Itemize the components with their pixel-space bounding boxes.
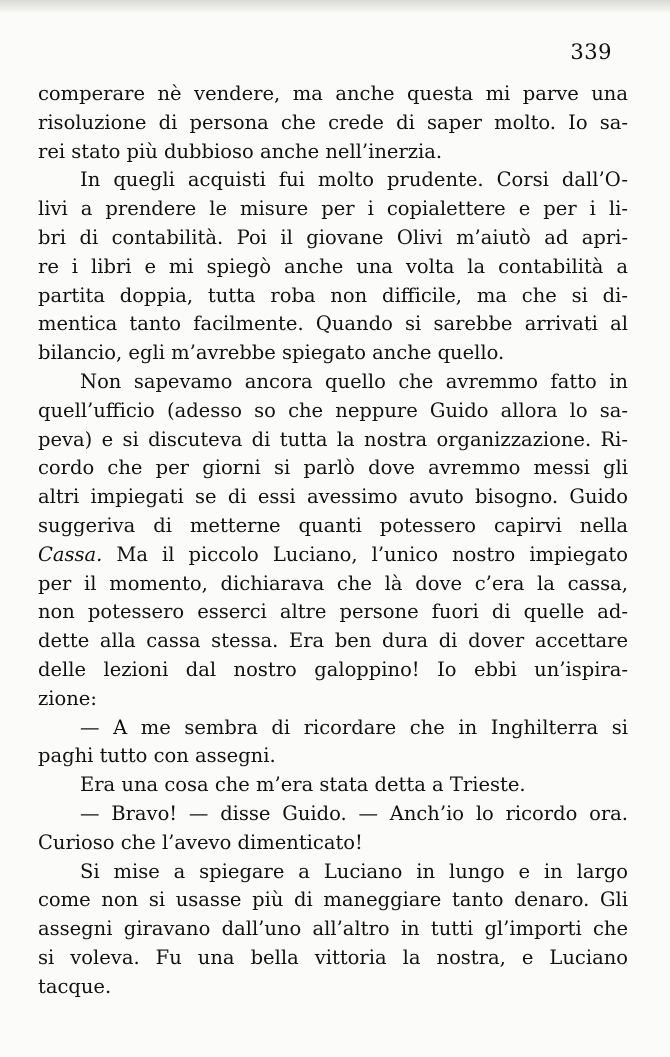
paragraph [38, 858, 628, 1002]
text-line: Cassa. Ma il piccolo Luciano, l’unico nostro impiegato [38, 542, 628, 566]
italic-word: Cassa. [38, 542, 103, 566]
text-line: assegni giravano dall’uno all’altro in tutti gl’importi che [38, 917, 628, 941]
text-line: Era una cosa che m’era stata detta a Trieste. [80, 773, 526, 797]
text-line: come non si usasse più di maneggiare tanto denaro. Gli [38, 888, 628, 912]
text-line: cordo che per giorni si parlò dove avremmo messi gli [38, 456, 628, 480]
paragraph [38, 166, 628, 368]
text-line: non potessero esserci altre persone fuori di quelle ad- [38, 600, 628, 624]
text-line: zione: [38, 686, 97, 710]
text-line: peva) e si discuteva di tutta la nostra organizzazione. Ri- [38, 427, 628, 451]
text-line: si voleva. Fu una bella vittoria la nostra, e Luciano [38, 945, 628, 969]
text-line: Non sapevamo ancora quello che avremmo fatto in [80, 369, 628, 393]
text-line: altri impiegati se di essi avessimo avuto bisogno. Guido [38, 485, 628, 509]
paragraph [38, 368, 628, 714]
text-line: risoluzione di persona che crede di saper molto. Io sa- [38, 110, 628, 134]
page-number: 339 [570, 40, 612, 64]
text-line: — A me sembra di ricordare che in Inghilterra si [80, 715, 628, 739]
text-line: comperare nè vendere, ma anche questa mi parve una [38, 82, 628, 105]
text-line: mentica tanto facilmente. Quando si sarebbe arrivati al [38, 312, 628, 336]
text-line: bri di contabilità. Poi il giovane Olivi m’aiutò ad apri- [38, 225, 628, 249]
text-line: In quegli acquisti fui molto prudente. Corsi dall’O- [80, 168, 628, 192]
text-line: bilancio, egli m’avrebbe spiegato anche quello. [38, 341, 505, 365]
body-text [38, 80, 628, 1002]
text-line: — Bravo! — disse Guido. — Anch’io lo ricordo ora. [80, 801, 628, 825]
text-line: suggeriva di metterne quanti potessero capirvi nella [38, 513, 628, 537]
paragraph [38, 80, 628, 166]
page-edge-shadow [0, 0, 670, 14]
paragraph [38, 714, 628, 772]
text-line: per il momento, dichiarava che là dove c’era la cassa, [38, 571, 628, 595]
text-line: rei stato più dubbioso anche nell’inerzia. [38, 139, 443, 163]
text-line: tacque. [38, 974, 112, 998]
paragraph [38, 771, 628, 800]
paragraph [38, 800, 628, 858]
text-line: partita doppia, tutta roba non difficile, ma che si di- [38, 283, 628, 307]
text-line: delle lezioni dal nostro galoppino! Io ebbi un’ispira- [38, 657, 628, 681]
text-line: quell’ufficio (adesso so che neppure Guido allora lo sa- [38, 398, 628, 422]
text-line: Curioso che l’avevo dimenticato! [38, 830, 363, 854]
text-line: livi a prendere le misure per i copialettere e per i li- [38, 197, 628, 221]
text-line: re i libri e mi spiegò anche una volta la contabilità a [38, 254, 628, 278]
text-line: paghi tutto con assegni. [38, 744, 276, 768]
text-line: Si mise a spiegare a Luciano in lungo e in largo [80, 859, 628, 883]
text-line: dette alla cassa stessa. Era ben dura di dover accettare [38, 629, 628, 653]
